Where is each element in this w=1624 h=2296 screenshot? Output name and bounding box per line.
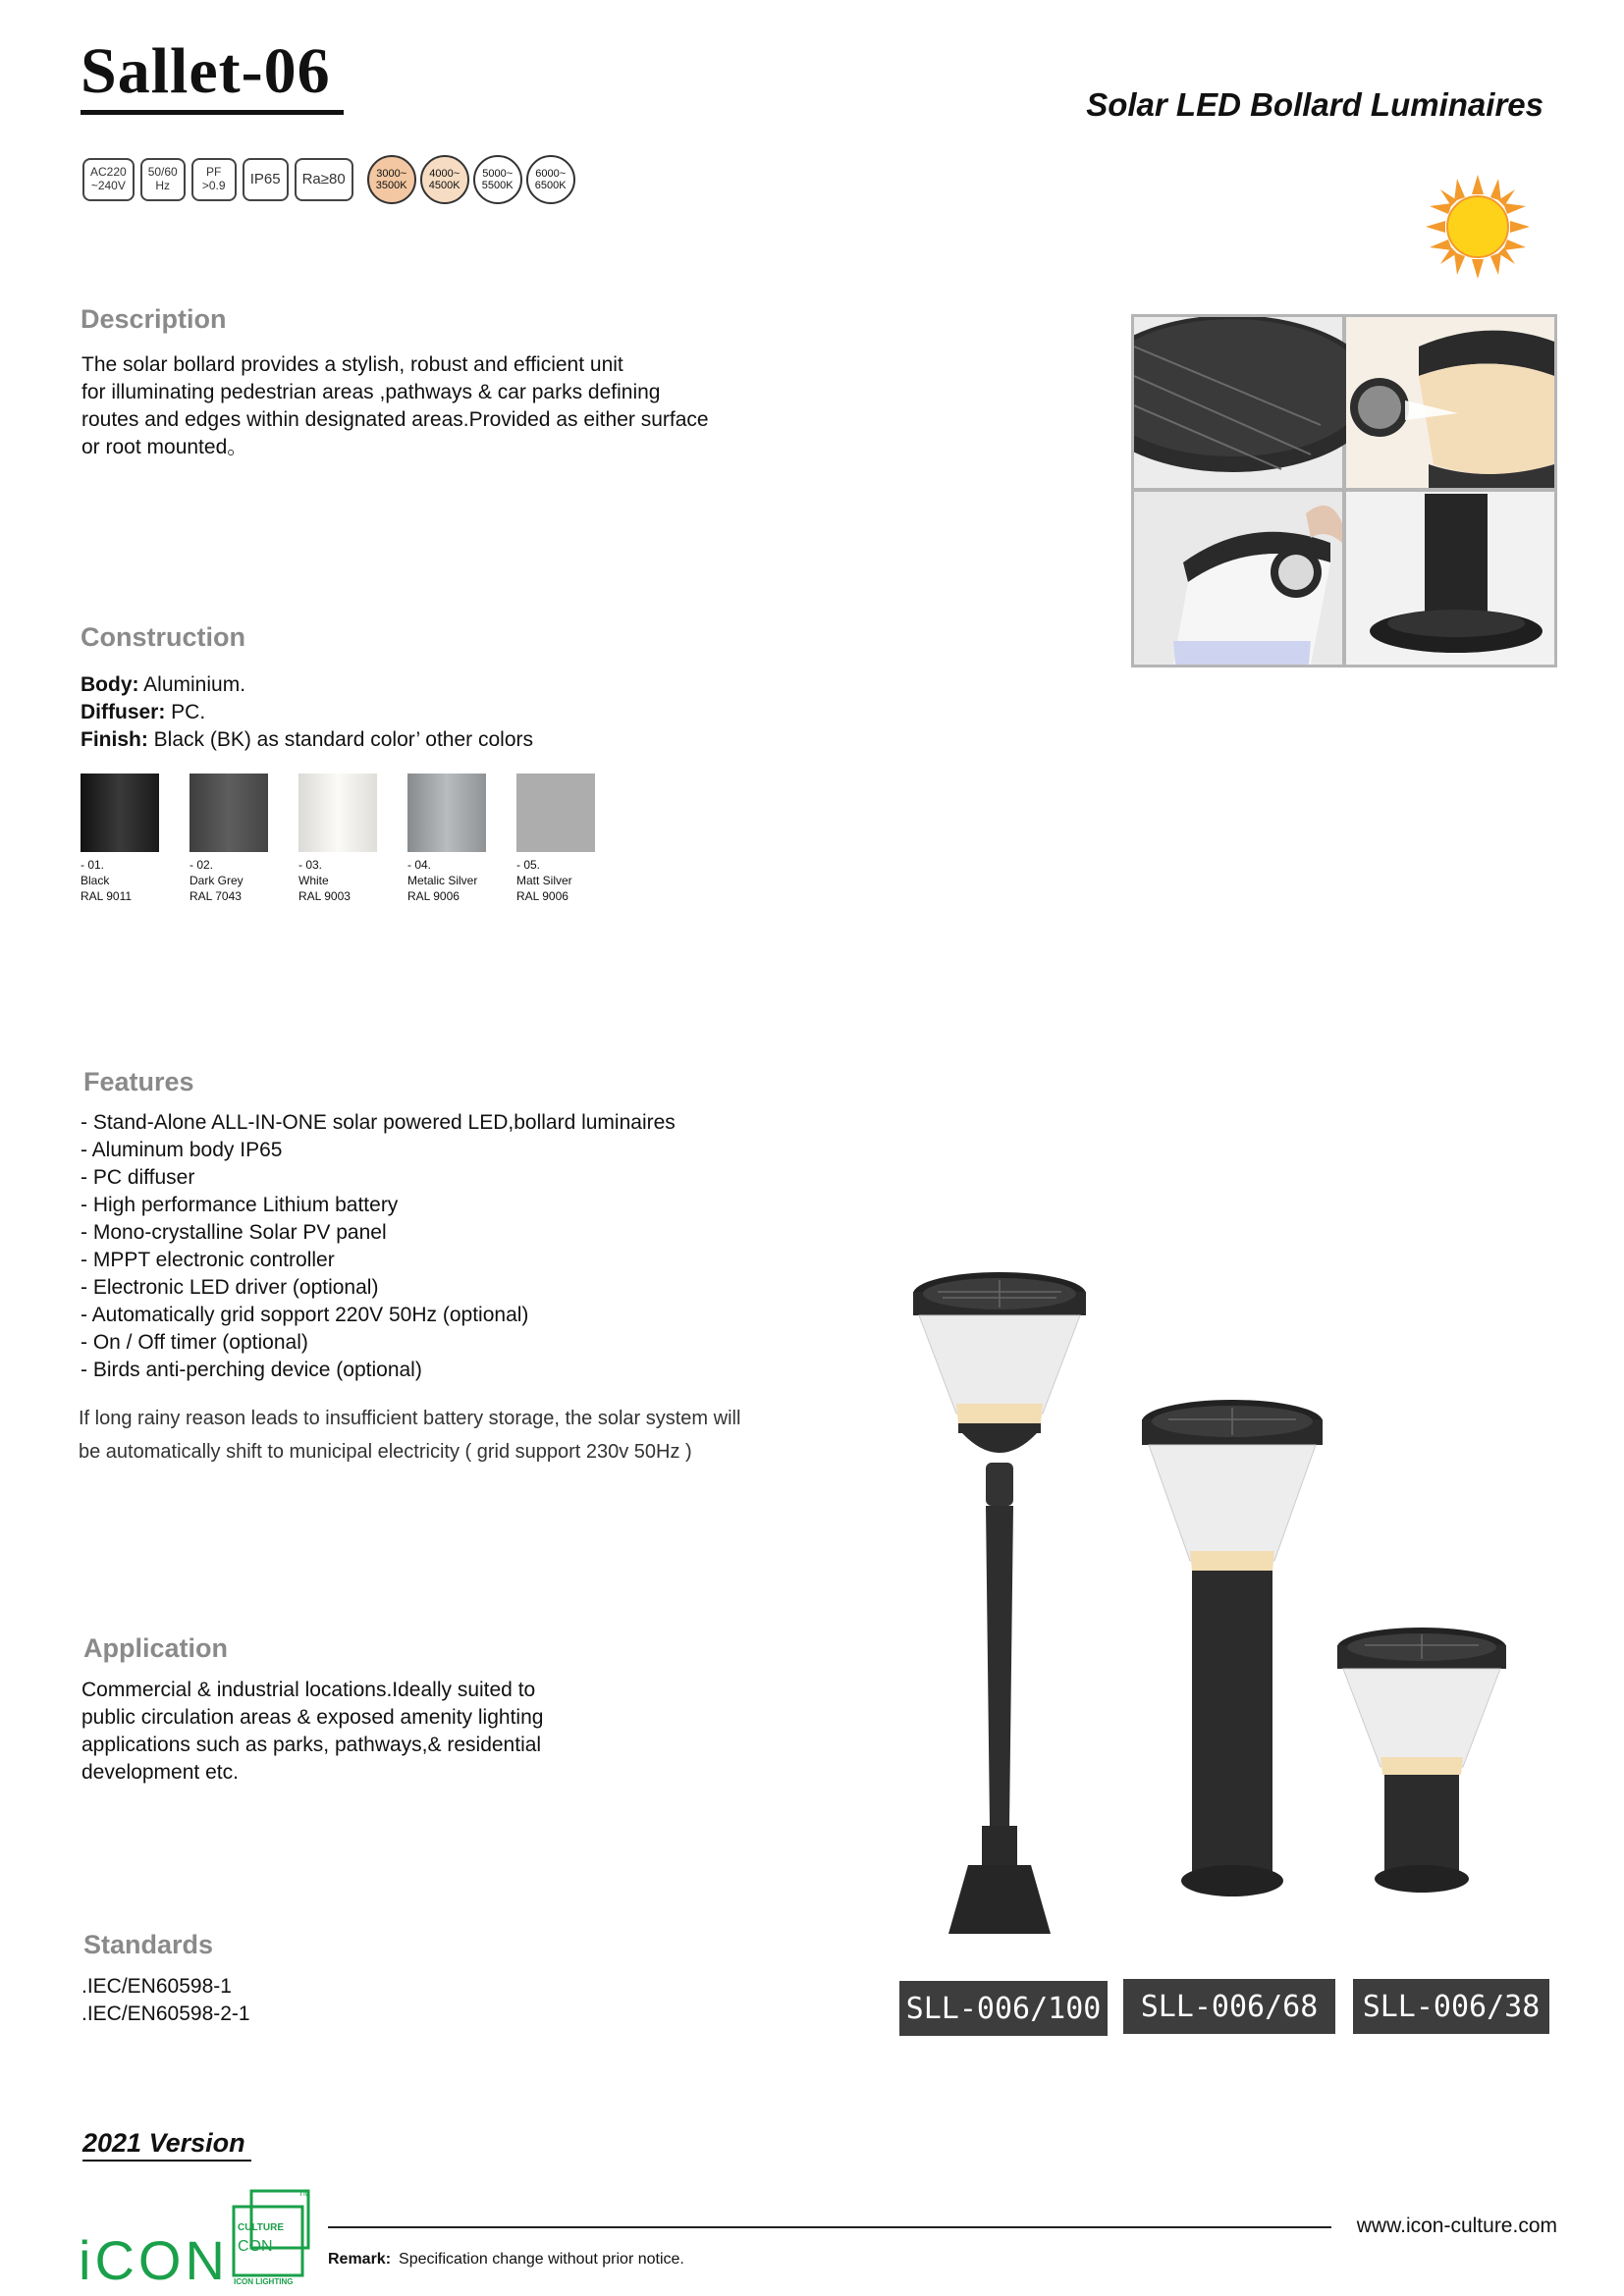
- feature-item: - MPPT electronic controller: [81, 1249, 335, 1271]
- application-line: Commercial & industrial locations.Ideally suited to: [81, 1679, 536, 1701]
- description-text: [81, 351, 709, 461]
- grid-support-note: [79, 1402, 740, 1468]
- features-heading: Features: [83, 1067, 194, 1096]
- swatch-color: [516, 774, 595, 852]
- bollard-68-illustration: [1142, 1400, 1323, 1896]
- description-heading: Description: [81, 304, 227, 334]
- swatch-metalic-silver: [407, 774, 486, 904]
- color-swatches: [81, 774, 595, 904]
- standard-item: .IEC/EN60598-2-1: [81, 2002, 250, 2025]
- product-subtitle: Solar LED Bollard Luminaires: [1086, 86, 1543, 123]
- footer-divider: [328, 2226, 1331, 2228]
- spec-badges: [82, 158, 575, 204]
- swatch-color: [407, 774, 486, 852]
- feature-item: - Birds anti-perching device (optional): [81, 1359, 422, 1381]
- application-line: applications such as parks, pathways,& residential: [81, 1734, 542, 1756]
- application-line: development etc.: [81, 1761, 239, 1784]
- logo-trademark: TM: [298, 2189, 310, 2198]
- swatch-ral: RAL 9006: [516, 889, 568, 903]
- icon-culture-logo: [232, 2189, 330, 2287]
- logo-text-con: CON: [238, 2238, 273, 2255]
- standards-list: [81, 1973, 250, 2028]
- description-line: routes and edges within designated areas.Provided as either surface: [81, 408, 709, 431]
- bollard-38-illustration: [1337, 1628, 1506, 1893]
- note-line: be automatically shift to municipal electricity ( grid support 230v 50Hz ): [79, 1441, 692, 1463]
- sun-icon: [1424, 173, 1532, 281]
- swatch-name: White: [298, 874, 329, 887]
- remark-note: [328, 2251, 684, 2269]
- detail-photo-grid: [1131, 314, 1557, 667]
- bollard-100-illustration: [913, 1272, 1086, 1934]
- spec-badge-voltage: AC220 ~240V: [82, 158, 135, 201]
- swatch-name: Black: [81, 874, 110, 887]
- cct-badge-4000k: 4000~ 4500K: [420, 155, 469, 204]
- note-line: If long rainy reason leads to insufficient battery storage, the solar system will: [79, 1408, 741, 1429]
- description-line: for illuminating pedestrian areas ,pathways & car parks defining: [81, 381, 661, 403]
- feature-item: - Automatically grid sopport 220V 50Hz (optional): [81, 1304, 529, 1326]
- swatch-ral: RAL 9006: [407, 889, 460, 903]
- standards-heading: Standards: [83, 1930, 214, 1959]
- feature-item: - Stand-Alone ALL-IN-ONE solar powered LED,bollard luminaires: [81, 1111, 676, 1134]
- feature-item: - Aluminum body IP65: [81, 1139, 283, 1161]
- swatch-ral: RAL 9003: [298, 889, 351, 903]
- product-title: Sallet-06: [81, 35, 331, 107]
- logo-text-culture: CULTURE: [238, 2222, 285, 2233]
- construction-diffuser: [81, 699, 533, 726]
- swatch-matt-silver: [516, 774, 595, 904]
- description-line: or root mounted。: [81, 436, 248, 458]
- swatch-color: [81, 774, 159, 852]
- version-underline: [82, 2160, 251, 2162]
- application-line: public circulation areas & exposed amenity lighting: [81, 1706, 544, 1729]
- swatch-name: Matt Silver: [516, 874, 572, 887]
- model-label-68: SLL-006/68: [1123, 1979, 1335, 2034]
- cct-badges: [367, 158, 575, 204]
- swatch-color: [189, 774, 268, 852]
- spec-badge-ip-rating: IP65: [243, 158, 289, 201]
- website-link[interactable]: www.icon-culture.com: [1356, 2215, 1557, 2237]
- spec-badge-cri: Ra≥80: [295, 158, 353, 201]
- body-value: Aluminium.: [138, 673, 246, 696]
- application-text: [81, 1677, 543, 1787]
- model-label-38: SLL-006/38: [1353, 1979, 1549, 2034]
- standard-item: .IEC/EN60598-1: [81, 1975, 232, 1998]
- cct-badge-3000k: 3000~ 3500K: [367, 155, 416, 204]
- detail-photos: [1134, 317, 1554, 665]
- swatch-dark-grey: [189, 774, 268, 904]
- swatch-code: - 05.: [516, 858, 541, 872]
- feature-item: - On / Off timer (optional): [81, 1331, 308, 1354]
- swatch-name: Metalic Silver: [407, 874, 478, 887]
- version-label: 2021 Version: [82, 2128, 245, 2158]
- spec-badge-frequency: 50/60 Hz: [140, 158, 186, 201]
- product-illustrations: [884, 1266, 1551, 1934]
- description-line: The solar bollard provides a stylish, robust and efficient unit: [81, 353, 623, 376]
- cct-badge-5000k: 5000~ 5500K: [473, 155, 522, 204]
- construction-finish: [81, 726, 533, 754]
- cct-badge-6000k: 6000~ 6500K: [526, 155, 575, 204]
- feature-item: - Electronic LED driver (optional): [81, 1276, 379, 1299]
- swatch-code: - 01.: [81, 858, 105, 872]
- brand-wordmark: iCON: [79, 2229, 229, 2291]
- feature-item: - Mono-crystalline Solar PV panel: [81, 1221, 387, 1244]
- diffuser-label: Diffuser:: [81, 701, 166, 723]
- features-list: [81, 1109, 676, 1384]
- diffuser-value: PC.: [165, 701, 206, 723]
- remark-label: Remark:: [328, 2251, 392, 2268]
- feature-item: - PC diffuser: [81, 1166, 195, 1189]
- feature-item: - High performance Lithium battery: [81, 1194, 399, 1216]
- construction-heading: Construction: [81, 622, 245, 652]
- model-label-100: SLL-006/100: [899, 1981, 1108, 2036]
- finish-value: Black (BK) as standard color’ other colors: [147, 728, 533, 751]
- swatch-color: [298, 774, 377, 852]
- title-underline: [81, 110, 344, 115]
- swatch-ral: RAL 7043: [189, 889, 242, 903]
- swatch-ral: RAL 9011: [81, 889, 133, 903]
- body-label: Body:: [81, 673, 139, 696]
- remark-text: Specification change without prior notice.: [399, 2251, 684, 2268]
- swatch-white: [298, 774, 377, 904]
- finish-label: Finish:: [81, 728, 148, 751]
- construction-body: [81, 671, 533, 699]
- spec-badge-power-factor: PF >0.9: [191, 158, 237, 201]
- swatch-name: Dark Grey: [189, 874, 244, 887]
- construction-details: [81, 671, 533, 754]
- swatch-code: - 03.: [298, 858, 323, 872]
- logo-text-icon-lighting: ICON LIGHTING: [234, 2277, 294, 2286]
- swatch-code: - 02.: [189, 858, 214, 872]
- swatch-code: - 04.: [407, 858, 432, 872]
- application-heading: Application: [83, 1633, 228, 1663]
- swatch-black: [81, 774, 159, 904]
